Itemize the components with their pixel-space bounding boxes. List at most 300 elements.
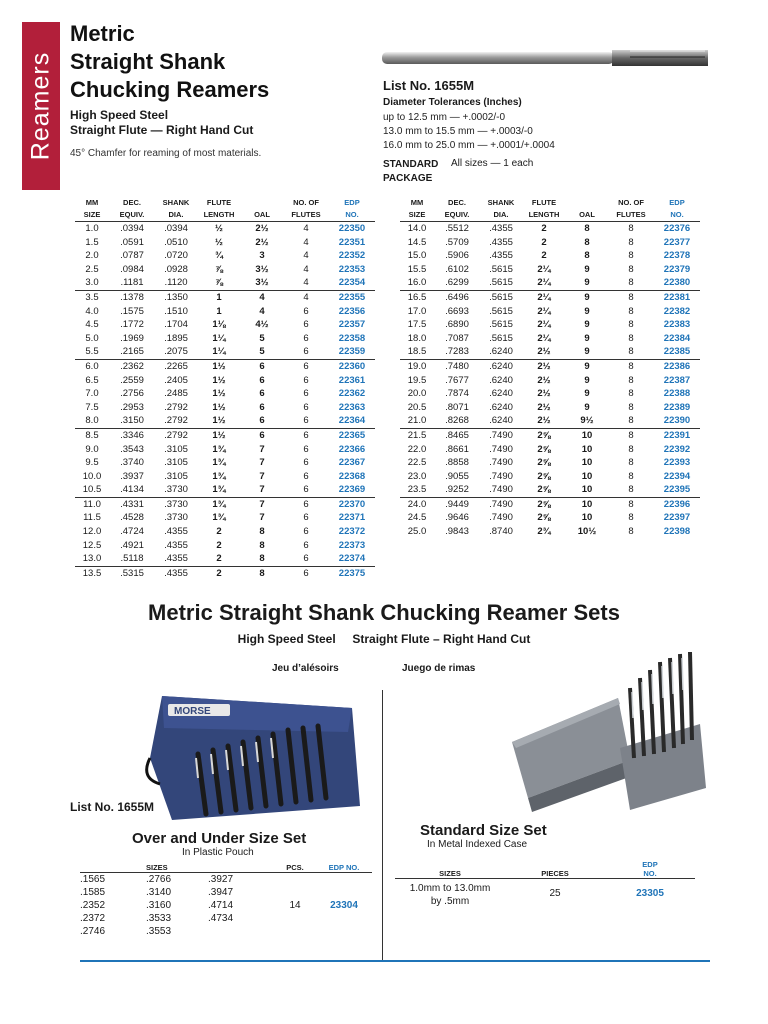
flute-length-cell: 2⅝ xyxy=(537,443,551,455)
footer-rule xyxy=(80,960,710,962)
header-shank: DIA. xyxy=(155,209,197,222)
shank-dia-cell: .1895 xyxy=(164,332,188,344)
size-cell: .2766 xyxy=(146,874,172,885)
dec-equiv-cell: .2756 xyxy=(120,388,144,400)
dec-equiv-cell: .8661 xyxy=(445,443,469,455)
oal-cell: 7 xyxy=(259,443,265,455)
dec-equiv-cell: .0394 xyxy=(120,223,144,234)
side-tab-label: Reamers xyxy=(26,51,55,161)
table-row xyxy=(400,276,700,290)
no-of-flutes-cell: 8 xyxy=(608,276,654,290)
flute-length-cell: 1¾ xyxy=(212,443,226,455)
dec-equiv-cell: .6890 xyxy=(445,319,469,331)
flute-length-cell: 1½ xyxy=(212,429,226,441)
pouch-brand: MORSE xyxy=(174,706,211,717)
edp-no-cell: 22351 xyxy=(338,236,366,248)
mm-size-cell: 2.5 xyxy=(85,263,99,275)
no-of-flutes-cell: 8 xyxy=(628,429,634,441)
dec-equiv-cell: .9843 xyxy=(445,526,469,538)
edp-no-cell: 22395 xyxy=(654,483,700,497)
oal-cell: 4 xyxy=(259,305,265,317)
shank-dia-cell: .0928 xyxy=(164,263,188,275)
table-row xyxy=(400,483,700,497)
edp-no-cell: 22375 xyxy=(338,567,366,579)
dec-equiv-cell: .8268 xyxy=(434,414,480,428)
mm-size-cell: 19.0 xyxy=(407,360,427,372)
header-oal: OAL xyxy=(566,209,608,222)
flute-length-cell: 2¼ xyxy=(522,276,566,290)
mm-size-cell: 22.0 xyxy=(407,443,427,455)
mm-size-cell: 21.5 xyxy=(407,429,427,441)
no-of-flutes-cell: 8 xyxy=(628,332,634,344)
shank-dia-cell: .6240 xyxy=(489,388,513,400)
edp-no-cell: 22357 xyxy=(338,319,366,331)
dec-equiv-cell: .6496 xyxy=(445,291,469,303)
header-edp: NO. xyxy=(654,209,700,222)
mm-size-cell: 12.5 xyxy=(82,539,102,551)
oal-cell: 9 xyxy=(584,401,590,413)
table-row xyxy=(400,497,700,511)
title-line: Metric xyxy=(70,21,135,46)
shank-dia-cell: .6240 xyxy=(480,345,522,359)
table-row xyxy=(80,873,372,887)
dec-equiv-cell: .4921 xyxy=(120,539,144,551)
oal-cell: 6 xyxy=(259,360,265,372)
edp-no-cell: 22364 xyxy=(329,414,375,428)
edp-no-cell: 22392 xyxy=(663,443,691,455)
table-row xyxy=(400,443,700,457)
no-of-flutes-cell: 6 xyxy=(283,483,329,497)
table-row xyxy=(400,387,700,401)
flute-length-cell: 2 xyxy=(541,250,547,262)
dec-equiv-cell: .3150 xyxy=(109,414,155,428)
oal-cell: 3½ xyxy=(241,276,283,290)
no-of-flutes-cell: 6 xyxy=(303,401,309,413)
mm-size-cell: 16.0 xyxy=(400,276,434,290)
flute-length-cell: ½ xyxy=(215,236,223,248)
shank-dia-cell: .1704 xyxy=(164,319,188,331)
dec-equiv-cell: .0591 xyxy=(120,236,144,248)
spec-table-right xyxy=(400,197,700,539)
standard-set-table xyxy=(395,860,695,908)
header-shank: SHANK xyxy=(487,198,515,207)
size-cell xyxy=(208,925,274,938)
edp-no-cell: 22368 xyxy=(338,470,366,482)
shank-dia-cell: .2792 xyxy=(155,414,197,428)
mm-size-cell: 10.5 xyxy=(75,483,109,497)
edp-no-cell: 22383 xyxy=(663,319,691,331)
no-of-flutes-cell: 4 xyxy=(303,236,309,248)
table-row xyxy=(400,318,700,332)
size-cell: .3140 xyxy=(146,887,172,898)
no-of-flutes-cell: 6 xyxy=(283,345,329,359)
over-under-subtitle: In Plastic Pouch xyxy=(182,847,254,858)
no-of-flutes-cell: 8 xyxy=(608,414,654,428)
dec-equiv-cell: .8858 xyxy=(445,457,469,469)
edp-no-cell: 22373 xyxy=(338,539,366,551)
oal-cell: 3½ xyxy=(255,263,269,275)
dec-equiv-cell: .0787 xyxy=(120,250,144,262)
flute-length-cell: 2⅝ xyxy=(537,512,551,524)
dec-equiv-cell: .6102 xyxy=(445,263,469,275)
table-row xyxy=(75,539,375,553)
table-row xyxy=(400,470,700,484)
flute-length-cell: 2¾ xyxy=(537,526,551,538)
table-row xyxy=(400,511,700,525)
shank-dia-cell: .3730 xyxy=(164,498,188,510)
dec-equiv-cell: .7677 xyxy=(445,374,469,386)
header-flutes: FLUTES xyxy=(283,209,329,222)
no-of-flutes-cell: 6 xyxy=(303,526,309,538)
oal-cell: 6 xyxy=(259,374,265,386)
oal-cell: 8 xyxy=(259,526,265,538)
flute-length-cell: 2¼ xyxy=(537,319,551,331)
shank-dia-cell: .5615 xyxy=(489,305,513,317)
oal-cell: 8 xyxy=(584,250,590,262)
oal-cell: 7 xyxy=(259,470,265,482)
edp-no-cell: 22376 xyxy=(663,223,691,234)
table-row xyxy=(400,305,700,319)
mm-size-cell: 5.5 xyxy=(75,345,109,359)
dec-equiv-cell: .5315 xyxy=(120,567,144,579)
table-row xyxy=(75,359,375,373)
tolerance-line: up to 12.5 mm — +.0002/-0 xyxy=(383,112,506,123)
flute-length-cell: 2¼ xyxy=(537,305,551,317)
no-of-flutes-cell: 8 xyxy=(628,388,634,400)
no-of-flutes-cell: 8 xyxy=(628,291,634,303)
edp-no-cell: 22384 xyxy=(663,332,691,344)
oal-cell: 9½ xyxy=(566,414,608,428)
page-title xyxy=(70,20,269,104)
standard-set-title: Standard Size Set xyxy=(420,822,547,839)
oal-cell: 10 xyxy=(581,429,593,441)
table-row xyxy=(75,443,375,457)
mm-size-cell: 20.5 xyxy=(407,401,427,413)
oal-cell: 4 xyxy=(259,291,265,303)
table-row xyxy=(75,525,375,539)
mm-size-cell: 3.0 xyxy=(75,276,109,290)
shank-dia-cell: .2075 xyxy=(155,345,197,359)
shank-dia-cell: .2265 xyxy=(164,360,188,372)
flute-length-cell: 2½ xyxy=(522,345,566,359)
no-of-flutes-cell: 8 xyxy=(608,483,654,497)
header-dec: DEC. xyxy=(123,198,141,207)
flute-length-cell: 2½ xyxy=(537,360,551,372)
shank-dia-cell: .5615 xyxy=(489,291,513,303)
mm-size-cell: 21.0 xyxy=(400,414,434,428)
edp-no-cell: 22387 xyxy=(663,374,691,386)
header-mm: MM xyxy=(85,198,99,207)
no-of-flutes-cell: 6 xyxy=(303,512,309,524)
flute-length-cell: 1⅛ xyxy=(212,319,226,331)
header-oal: OAL xyxy=(241,209,283,222)
no-of-flutes-cell: 6 xyxy=(303,305,309,317)
table-row xyxy=(75,566,375,580)
table-row xyxy=(75,387,375,401)
size-cell: .2746 xyxy=(80,926,106,937)
dec-equiv-cell: .9449 xyxy=(445,498,469,510)
edp-cell xyxy=(316,873,372,887)
mm-size-cell: 14.0 xyxy=(407,223,427,234)
flute-length-cell: 1½ xyxy=(212,360,226,372)
flute-length-cell: 2½ xyxy=(522,414,566,428)
edp-no-cell: 22389 xyxy=(663,401,691,413)
size-cell: .3160 xyxy=(146,900,172,911)
edp-no-cell: 22352 xyxy=(338,250,366,262)
dec-equiv-cell: .7283 xyxy=(434,345,480,359)
dec-equiv-cell: .1378 xyxy=(120,291,144,303)
dec-equiv-cell: .1969 xyxy=(120,332,144,344)
shank-dia-cell: .2792 xyxy=(164,401,188,413)
flute-length-cell: 2 xyxy=(541,236,547,248)
oal-cell: 7 xyxy=(259,457,265,469)
header-edp: EDP xyxy=(669,198,685,207)
pcs-cell xyxy=(274,886,316,899)
table-row xyxy=(400,249,700,263)
flute-length-cell: 2⅝ xyxy=(537,498,551,510)
mm-size-cell: 3.5 xyxy=(85,291,99,303)
edp-no-cell: 22371 xyxy=(338,512,366,524)
table-row xyxy=(400,236,700,250)
header-flutes: NO. OF xyxy=(293,198,319,207)
shank-dia-cell: .0510 xyxy=(164,236,188,248)
size-cell: .4714 xyxy=(208,900,234,911)
flute-length-cell: 2 xyxy=(216,539,222,551)
pcs-cell: 14 xyxy=(289,900,301,911)
table-row xyxy=(400,222,700,236)
edp-no-cell: 22359 xyxy=(329,345,375,359)
edp-no-cell: 22393 xyxy=(663,457,691,469)
edp-no-cell: 22372 xyxy=(338,526,366,538)
side-tab xyxy=(22,22,60,190)
shank-dia-cell: .4355 xyxy=(489,223,513,234)
dec-equiv-cell: .1772 xyxy=(120,319,144,331)
shank-dia-cell: .5615 xyxy=(489,263,513,275)
shank-dia-cell: .7490 xyxy=(489,498,513,510)
dec-equiv-cell: .7087 xyxy=(445,332,469,344)
sets-list-number: List No. 1655M xyxy=(70,800,155,814)
size-cell: .3533 xyxy=(146,913,172,924)
table-row xyxy=(75,401,375,415)
flute-length-cell: ⅞ xyxy=(197,276,241,290)
mm-size-cell: 2.0 xyxy=(85,250,99,262)
oal-cell: 6 xyxy=(259,388,265,400)
mm-size-cell: 10.0 xyxy=(82,470,102,482)
no-of-flutes-cell: 8 xyxy=(628,498,634,510)
shank-dia-cell: .0720 xyxy=(164,250,188,262)
header-mm: SIZE xyxy=(400,209,434,222)
edp-no-cell: 22360 xyxy=(338,360,366,372)
mm-size-cell: 22.5 xyxy=(407,457,427,469)
shank-dia-cell: .6240 xyxy=(480,414,522,428)
table-row xyxy=(75,497,375,511)
mm-size-cell: 14.5 xyxy=(407,236,427,248)
dec-equiv-cell: .7874 xyxy=(445,388,469,400)
header-flute: FLUTE xyxy=(206,198,232,207)
flute-length-cell: 2½ xyxy=(537,388,551,400)
oal-cell: 6 xyxy=(259,429,265,441)
flute-type: Straight Flute — Right Hand Cut xyxy=(70,123,254,137)
oal-cell: 6 xyxy=(241,414,283,428)
flute-length-cell: 1¾ xyxy=(212,457,226,469)
table-row xyxy=(75,414,375,428)
edp-no-cell: 22379 xyxy=(663,263,691,275)
edp-no-cell: 22362 xyxy=(338,388,366,400)
no-of-flutes-cell: 6 xyxy=(303,332,309,344)
shank-dia-cell: .4355 xyxy=(164,539,188,551)
oal-cell: 5 xyxy=(241,345,283,359)
no-of-flutes-cell: 8 xyxy=(628,223,634,234)
no-of-flutes-cell: 8 xyxy=(628,305,634,317)
edp-no-cell: 22358 xyxy=(338,332,366,344)
case-image xyxy=(510,648,710,818)
edp-no-cell: 22350 xyxy=(338,223,366,234)
flute-length-cell: 1¾ xyxy=(212,470,226,482)
oal-cell: 8 xyxy=(241,552,283,566)
flute-length-cell: 1¼ xyxy=(197,345,241,359)
dec-equiv-cell: .9646 xyxy=(445,512,469,524)
table-row xyxy=(400,374,700,388)
dec-equiv-cell: .5118 xyxy=(109,552,155,566)
mm-size-cell: 18.0 xyxy=(407,332,427,344)
dec-equiv-cell: .3543 xyxy=(120,443,144,455)
sizes-line: 1.0mm to 13.0mm xyxy=(409,883,491,894)
header-shank: DIA. xyxy=(480,209,522,222)
mm-size-cell: 13.0 xyxy=(75,552,109,566)
table-row xyxy=(75,470,375,484)
flute-length-cell: 1¾ xyxy=(212,512,226,524)
list-number: List No. 1655M xyxy=(383,78,475,93)
shank-dia-cell: .7490 xyxy=(489,443,513,455)
flute-length-cell: 2 xyxy=(216,526,222,538)
shank-dia-cell: .4355 xyxy=(164,526,188,538)
shank-dia-cell: .3730 xyxy=(164,512,188,524)
edp-cell xyxy=(316,912,372,925)
package-label xyxy=(383,158,438,186)
flute-length-cell: 2⅝ xyxy=(537,457,551,469)
dec-equiv-cell: .5512 xyxy=(445,223,469,234)
dec-equiv-cell: .5906 xyxy=(445,250,469,262)
shank-dia-cell: .4355 xyxy=(489,250,513,262)
dec-equiv-cell: .6299 xyxy=(434,276,480,290)
flute-length-cell: 2¼ xyxy=(537,263,551,275)
size-cell: .3947 xyxy=(208,887,234,898)
table-row xyxy=(75,456,375,470)
oal-cell: 10 xyxy=(581,457,593,469)
edp-no-cell: 22380 xyxy=(654,276,700,290)
section-divider xyxy=(382,690,383,960)
header-oal xyxy=(241,197,283,209)
oal-cell: 7 xyxy=(259,512,265,524)
no-of-flutes-cell: 6 xyxy=(303,567,309,579)
mm-size-cell: 16.5 xyxy=(407,291,427,303)
dec-equiv-cell: .7480 xyxy=(445,360,469,372)
oal-cell: 5 xyxy=(259,332,265,344)
no-of-flutes-cell: 8 xyxy=(628,250,634,262)
oal-cell: 9 xyxy=(584,388,590,400)
oal-cell: 7 xyxy=(241,483,283,497)
table-row xyxy=(395,879,695,909)
dec-equiv-cell: .1575 xyxy=(120,305,144,317)
flute-length-cell: 2 xyxy=(216,567,222,579)
edp-no-cell: 22370 xyxy=(338,498,366,510)
shank-dia-cell: .8740 xyxy=(489,526,513,538)
flute-length-cell: ¾ xyxy=(215,250,223,262)
oal-cell: 10½ xyxy=(577,526,597,538)
mm-size-cell: 24.5 xyxy=(407,512,427,524)
table-row xyxy=(75,263,375,277)
table-row xyxy=(75,222,375,236)
no-of-flutes-cell: 8 xyxy=(628,401,634,413)
no-of-flutes-cell: 8 xyxy=(628,360,634,372)
no-of-flutes-cell: 6 xyxy=(303,470,309,482)
header-edp: NO. xyxy=(329,209,375,222)
no-of-flutes-cell: 6 xyxy=(303,374,309,386)
sets-subtitle: High Speed Steel Straight Flute – Right Hand Cut xyxy=(237,632,531,646)
edp-no-cell: 22381 xyxy=(663,291,691,303)
sizes-line: by .5mm xyxy=(430,896,470,907)
edp-no-cell: 22397 xyxy=(663,512,691,524)
no-of-flutes-cell: 8 xyxy=(628,470,634,482)
dec-equiv-cell: .6693 xyxy=(445,305,469,317)
mm-size-cell: 1.5 xyxy=(85,236,99,248)
flute-length-cell: 1¾ xyxy=(197,483,241,497)
oal-cell: 9 xyxy=(584,319,590,331)
oal-cell: 2½ xyxy=(255,236,269,248)
shank-dia-cell: .2792 xyxy=(164,429,188,441)
edp-no-cell: 22388 xyxy=(663,388,691,400)
no-of-flutes-cell: 6 xyxy=(303,388,309,400)
mm-size-cell: 8.5 xyxy=(85,429,99,441)
table-row xyxy=(400,263,700,277)
oal-cell: 9 xyxy=(584,374,590,386)
table-row xyxy=(75,483,375,497)
shank-dia-cell: .6240 xyxy=(489,360,513,372)
header-sizes: SIZES xyxy=(146,863,168,872)
no-of-flutes-cell: 6 xyxy=(303,457,309,469)
pcs-cell xyxy=(274,873,316,887)
table-row xyxy=(80,912,372,925)
oal-cell: 10 xyxy=(581,443,593,455)
flute-length-cell: 2¼ xyxy=(537,291,551,303)
flute-length-cell: 2½ xyxy=(537,401,551,413)
table-row xyxy=(75,332,375,346)
oal-cell: 9 xyxy=(584,360,590,372)
edp-cell xyxy=(316,886,372,899)
over-under-table xyxy=(80,863,372,938)
no-of-flutes-cell: 4 xyxy=(303,250,309,262)
no-of-flutes-cell: 6 xyxy=(303,360,309,372)
title-line: Straight Shank xyxy=(70,49,226,74)
shank-dia-cell: .3105 xyxy=(164,470,188,482)
dec-equiv-cell: .9252 xyxy=(434,483,480,497)
material-block xyxy=(70,108,253,138)
shank-dia-cell: .3105 xyxy=(164,457,188,469)
flute-length-cell: 1½ xyxy=(197,414,241,428)
mm-size-cell: 15.5 xyxy=(407,263,427,275)
size-cell: .1565 xyxy=(80,874,106,885)
flute-length-cell: 1¼ xyxy=(212,332,226,344)
no-of-flutes-cell: 8 xyxy=(628,319,634,331)
oal-cell: 6 xyxy=(259,401,265,413)
header-oal xyxy=(566,197,608,209)
package-value: All sizes — 1 each xyxy=(451,158,534,169)
dec-equiv-cell: .0984 xyxy=(120,263,144,275)
no-of-flutes-cell: 8 xyxy=(628,374,634,386)
edp-cell: 23305 xyxy=(636,888,664,899)
size-cell: .2352 xyxy=(80,900,106,911)
oal-cell: 9 xyxy=(584,332,590,344)
